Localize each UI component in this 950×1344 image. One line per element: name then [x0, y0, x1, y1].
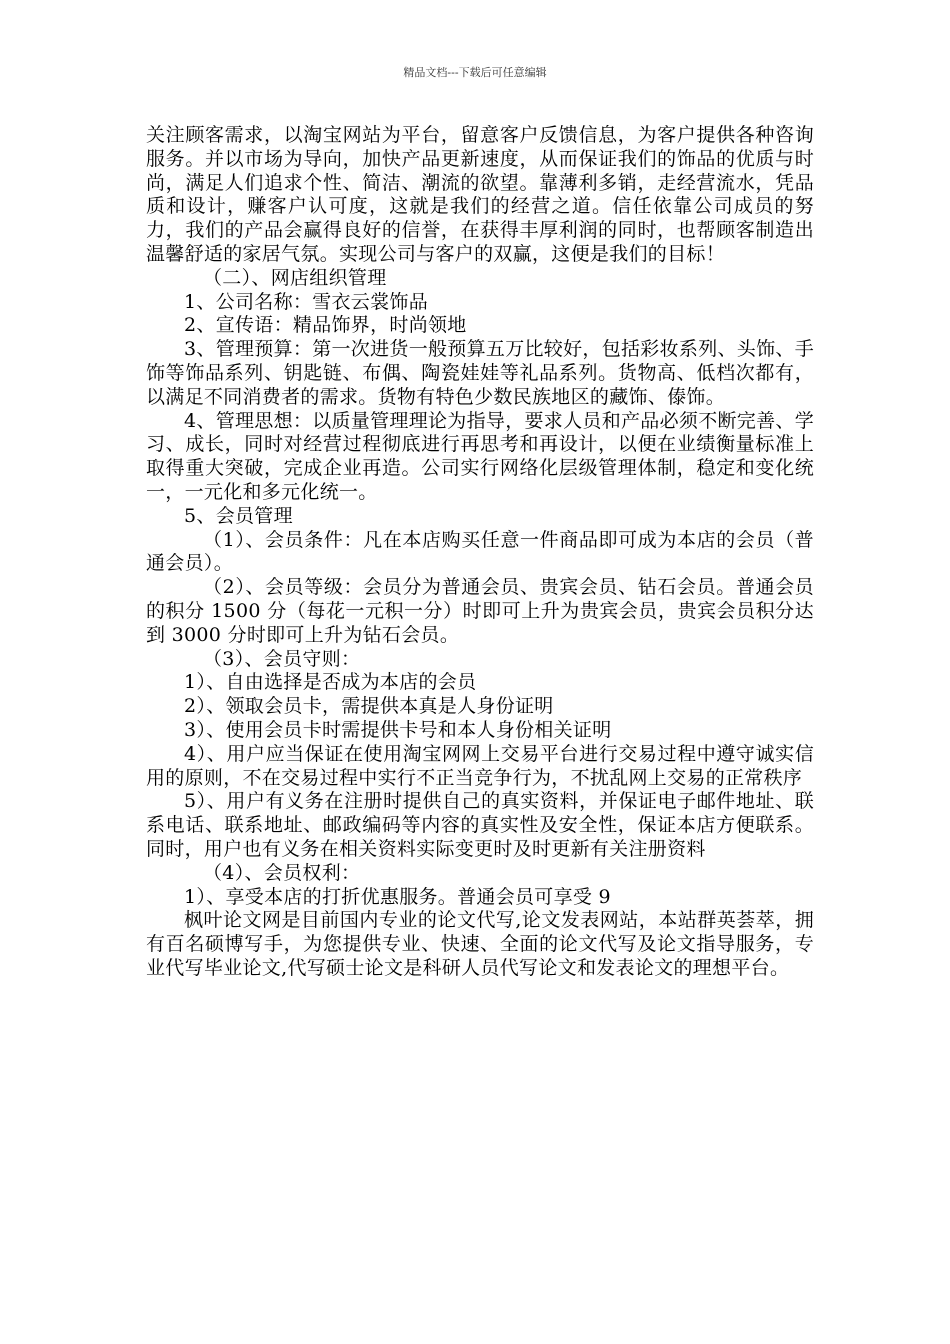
member-rule-item: 5）、用户有义务在注册时提供自己的真实资料，并保证电子邮件地址、联系电话、联系地址、邮政编码等内容的真实性及安全性，保证本店方便联系。同时，用户也有义务在相关资料实际变更时及时更新有关注册资料	[146, 790, 814, 860]
slogan-paragraph: 2、宣传语：精品饰界，时尚领地	[184, 314, 467, 337]
company-name-paragraph: 1、公司名称：雪衣云裳饰品	[184, 290, 428, 313]
intro-paragraph: 关注顾客需求，以淘宝网站为平台，留意客户反馈信息，为客户提供各种咨询服务。并以市场为导向，加快产品更新速度，从而保证我们的饰品的优质与时尚，满足人们追求个性、简洁、潮流的欲望。靠薄利多销，走经营流水，凭品质和设计，赚客户认可度，这就是我们的经营之道。信任依靠公司成员的努力，我们的产品会赢得良好的信誉，在获得丰厚利润的同时，也帮顾客制造出温馨舒适的家居气氛。实现公司与客户的双赢，这便是我们的目标！	[146, 124, 814, 265]
page-header-watermark: 精品文档---下载后可任意编辑	[403, 66, 547, 79]
member-levels-paragraph: （2）、会员等级：会员分为普通会员、贵宾会员、钻石会员。普通会员的积分 1500 分（每花一元积一分）时即可上升为贵宾会员，贵宾会员积分达到 3000 分时即可上升为钻石会员。	[146, 576, 814, 646]
member-conditions-paragraph: （1）、会员条件：凡在本店购买任意一件商品即可成为本店的会员（普通会员）。	[146, 528, 814, 575]
budget-paragraph: 3、管理预算：第一次进货一般预算五万比较好，包括彩妆系列、头饰、手饰等饰品系列、钥匙链、布偶、陶瓷娃娃等礼品系列。货物高、低档次都有，以满足不同消费者的需求。货物有特色少数民族地区的藏饰、傣饰。	[146, 338, 814, 408]
member-rule-item: 1）、自由选择是否成为本店的会员	[184, 671, 477, 694]
member-rights-heading: （4）、会员权利：	[203, 861, 361, 884]
member-rule-item: 3）、使用会员卡时需提供卡号和本人身份相关证明	[184, 718, 612, 741]
member-rule-item: 2）、领取会员卡，需提供本真是人身份证明	[184, 695, 554, 718]
member-rule-item: 4）、用户应当保证在使用淘宝网网上交易平台进行交易过程中遵守诚实信用的原则，不在交易过程中实行不正当竞争行为，不扰乱网上交易的正常秩序	[146, 742, 814, 789]
document-body	[146, 124, 814, 981]
management-philosophy-paragraph: 4、管理思想：以质量管理理论为指导，要求人员和产品必须不断完善、学习、成长，同时对经营过程彻底进行再思考和再设计，以便在业绩衡量标准上取得重大突破，完成企业再造。公司实行网络化层级管理体制，稳定和变化统一，一元化和多元化统一。	[146, 409, 814, 503]
footer-ad-paragraph: 枫叶论文网是目前国内专业的论文代写,论文发表网站，本站群英荟萃，拥有百名硕博写手，为您提供专业、快速、全面的论文代写及论文指导服务，专业代写毕业论文,代写硕士论文是科研人员代写论文和发表论文的理想平台。	[146, 909, 814, 979]
member-right-item: 1）、享受本店的打折优惠服务。普通会员可享受 9	[184, 885, 611, 908]
member-management-heading: 5、会员管理	[184, 504, 293, 527]
section-heading-shop-management: （二）、网店组织管理	[203, 266, 387, 289]
member-rules-heading: （3）、会员守则：	[203, 647, 361, 670]
